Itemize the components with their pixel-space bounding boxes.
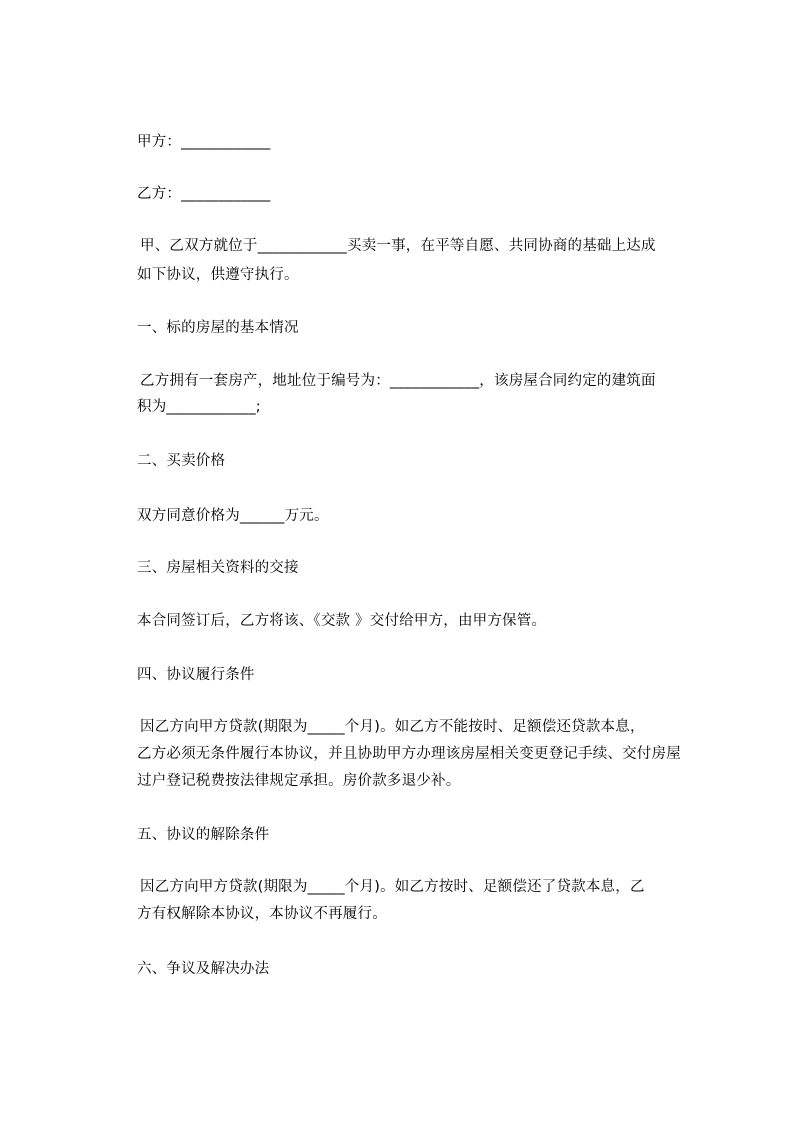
section4-line-1: 因乙方向甲方贷款(期限为_____个月)。如乙方不能按时、足额偿还贷款本息， xyxy=(140,719,645,735)
section5-heading: 五、协议的解除条件 xyxy=(137,827,270,843)
section2-heading: 二、买卖价格 xyxy=(137,453,226,469)
party-a-line: 甲方：____________ xyxy=(137,134,271,150)
intro-line-1: 甲、乙双方就位于____________买卖一事，在平等自愿、共同协商的基础上达成 xyxy=(140,238,656,254)
section6-heading: 六、争议及解决办法 xyxy=(137,961,270,977)
section3-line-1: 本合同签订后，乙方将该、《交款 》交付给甲方，由甲方保管。 xyxy=(137,613,547,629)
section3-heading: 三、房屋相关资料的交接 xyxy=(137,560,299,576)
section1-heading: 一、标的房屋的基本情况 xyxy=(137,320,299,336)
section4-line-3: 过户登记税费按法律规定承担。房价款多退少补。 xyxy=(137,773,461,789)
section2-line-1: 双方同意价格为______万元。 xyxy=(137,508,329,524)
section5-line-2: 方有权解除本协议，本协议不再履行。 xyxy=(137,906,387,922)
section1-line-2: 积为____________; xyxy=(137,399,261,415)
section4-line-2: 乙方必须无条件履行本协议，并且协助甲方办理该房屋相关变更登记手续、交付房屋 xyxy=(137,746,681,762)
section5-line-1: 因乙方向甲方贷款(期限为_____个月)。如乙方按时、足额偿还了贷款本息，乙 xyxy=(140,879,645,895)
section1-line-1: 乙方拥有一套房产，地址位于编号为：____________，该房屋合同约定的建筑面 xyxy=(140,373,656,389)
party-b-line: 乙方：____________ xyxy=(137,186,271,202)
intro-line-2: 如下协议，供遵守执行。 xyxy=(137,267,299,283)
section4-heading: 四、协议履行条件 xyxy=(137,667,255,683)
